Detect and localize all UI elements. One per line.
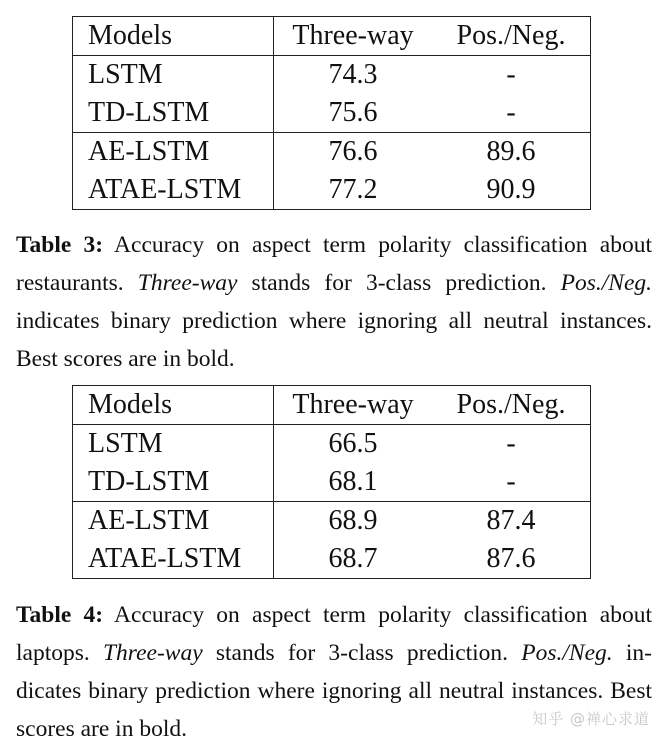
table-row <box>73 94 591 133</box>
cell-three-way: 68.7 <box>328 543 378 574</box>
caption-text: Accuracy on aspect term polarity classification about restaurants. <box>16 232 652 296</box>
caption-italic-term: Three-way <box>137 270 238 296</box>
cell-pos-neg: 87.4 <box>486 505 536 536</box>
cell-pos-neg-best: 90.9 <box>486 174 536 205</box>
cell-pos-neg: 89.6 <box>486 136 536 167</box>
caption-label: Table 3: <box>16 232 104 258</box>
header-models: Models <box>73 386 274 425</box>
header-pos-neg: Pos./Neg. <box>432 386 591 425</box>
table-3-header-row <box>73 17 591 56</box>
table-4 <box>72 385 591 579</box>
cell-three-way: 68.1 <box>274 463 433 502</box>
cell-model: ATAE-LSTM <box>73 171 274 210</box>
cell-model: TD-LSTM <box>73 94 274 133</box>
caption-text: stands for 3-class prediction. <box>202 640 522 666</box>
cell-three-way: 66.5 <box>328 428 378 459</box>
table-3 <box>72 16 591 210</box>
caption-text: stands for 3-class prediction. <box>237 270 561 296</box>
table-4-header-row <box>73 386 591 425</box>
caption-italic-term: Pos./Neg. <box>560 270 652 296</box>
table-3-caption <box>16 226 652 378</box>
table-row <box>73 56 591 95</box>
cell-model: LSTM <box>73 425 274 464</box>
table-row <box>73 171 591 210</box>
header-pos-neg: Pos./Neg. <box>432 17 591 56</box>
cell-three-way: 75.6 <box>274 94 433 133</box>
watermark: 知乎 @禅心求道 <box>532 710 650 728</box>
header-three-way: Three-way <box>274 17 433 56</box>
table-row <box>73 540 591 579</box>
cell-pos-neg: - <box>432 94 591 133</box>
cell-three-way: 76.6 <box>328 136 378 167</box>
cell-three-way: 74.3 <box>328 59 378 90</box>
caption-italic-term: Pos./Neg. <box>521 640 613 666</box>
caption-text: in-dicates binary prediction where ignoring all neutral instances. Best scores are in bold. <box>16 640 652 742</box>
caption-text: Accuracy on aspect term polarity classification about laptops. <box>16 602 652 666</box>
cell-model: AE-LSTM <box>73 502 274 541</box>
cell-model: TD-LSTM <box>73 463 274 502</box>
table-row <box>73 133 591 172</box>
cell-pos-neg-best: 87.6 <box>486 543 536 574</box>
cell-model: ATAE-LSTM <box>73 540 274 579</box>
table-row <box>73 502 591 541</box>
header-three-way: Three-way <box>274 386 433 425</box>
cell-three-way-best: 68.9 <box>328 505 378 536</box>
cell-model: AE-LSTM <box>73 133 274 172</box>
cell-pos-neg: - <box>506 428 516 459</box>
cell-model: LSTM <box>73 56 274 95</box>
cell-pos-neg: - <box>432 463 591 502</box>
caption-text: indicates binary prediction where ignoring all neutral instances. Best scores are in bold. <box>16 308 652 372</box>
table-row <box>73 463 591 502</box>
cell-pos-neg: - <box>506 59 516 90</box>
header-models: Models <box>73 17 274 56</box>
cell-three-way-best: 77.2 <box>328 174 378 205</box>
caption-italic-term: Three-way <box>102 640 203 666</box>
caption-label: Table 4: <box>16 602 104 628</box>
table-row <box>73 425 591 464</box>
